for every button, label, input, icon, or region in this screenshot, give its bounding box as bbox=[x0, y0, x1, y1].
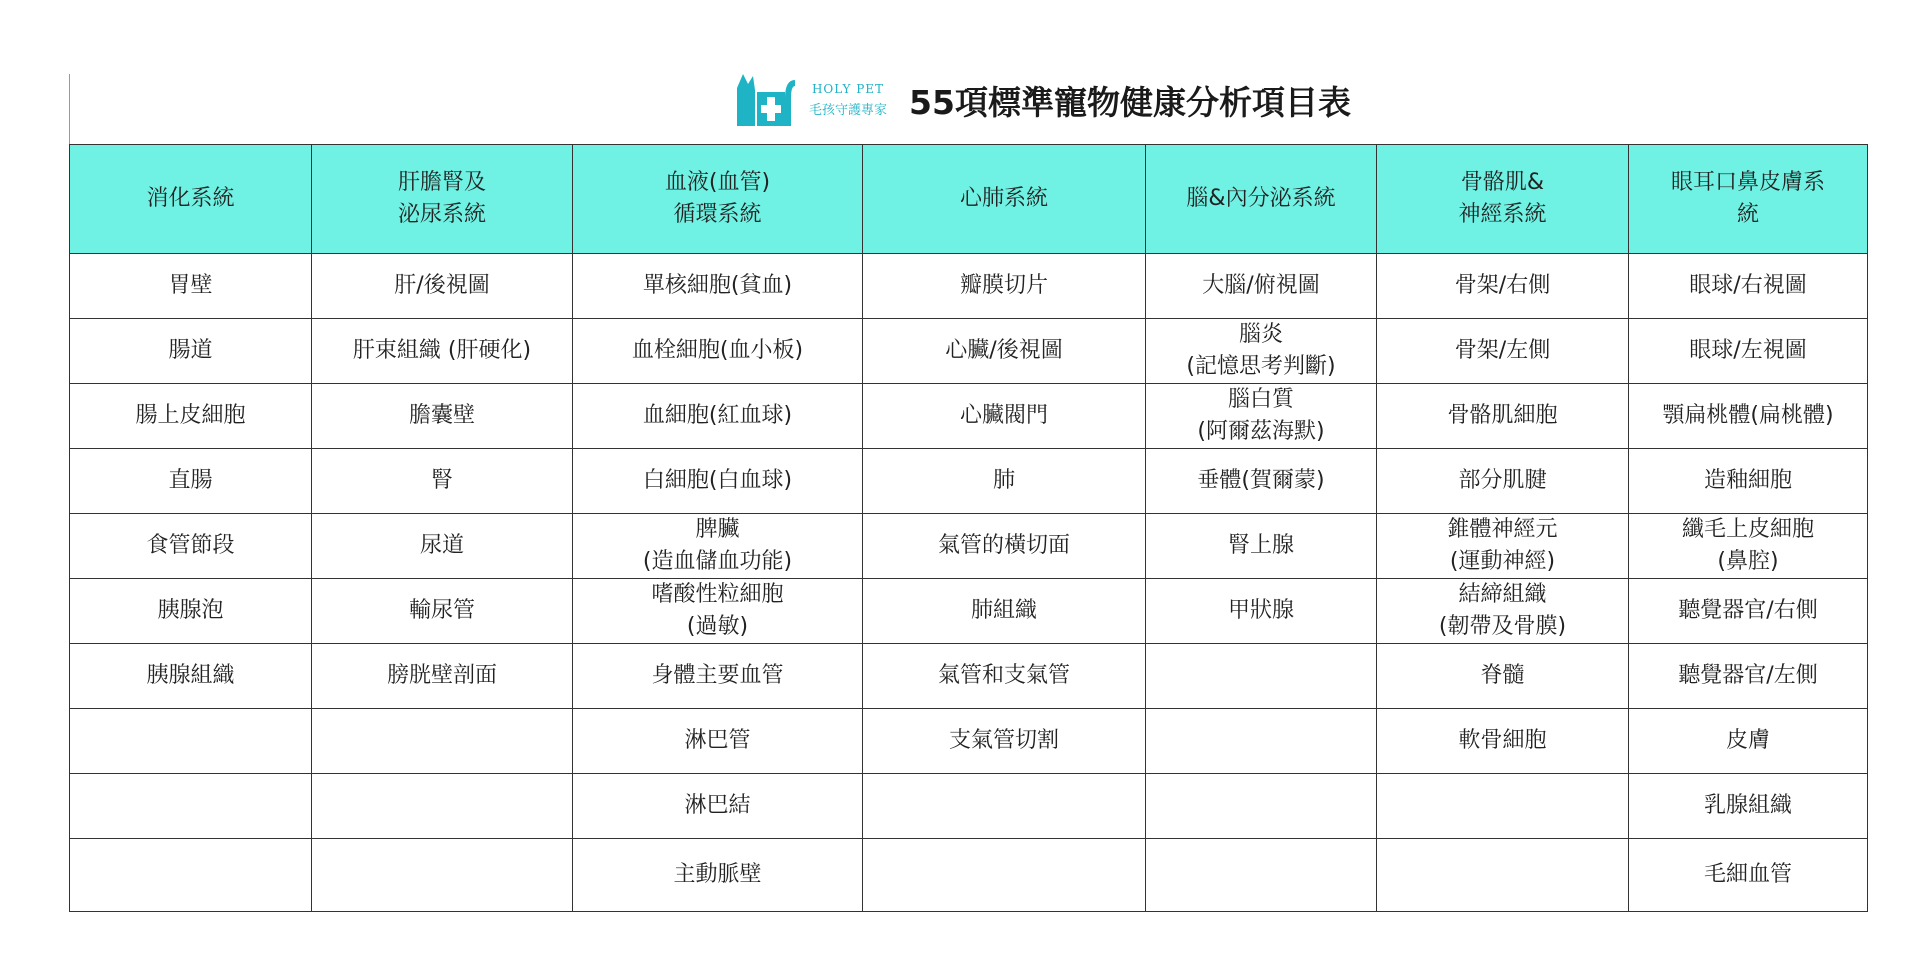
column-header: 消化系統 bbox=[70, 145, 312, 254]
table-row bbox=[70, 774, 1868, 839]
column-header: 眼耳口鼻皮膚系 統 bbox=[1629, 145, 1868, 254]
table-cell bbox=[1377, 839, 1629, 912]
table-cell: 纖毛上皮細胞 (鼻腔) bbox=[1629, 514, 1868, 579]
table-cell bbox=[1146, 644, 1377, 709]
table-row bbox=[70, 384, 1868, 449]
health-analysis-table bbox=[69, 144, 1868, 912]
table-cell: 骨架/右側 bbox=[1377, 254, 1629, 319]
table-cell: 輸尿管 bbox=[312, 579, 573, 644]
table-cell: 骨架/左側 bbox=[1377, 319, 1629, 384]
table-cell bbox=[312, 774, 573, 839]
table-cell: 淋巴管 bbox=[573, 709, 863, 774]
table-cell: 部分肌腱 bbox=[1377, 449, 1629, 514]
table-cell: 脊髓 bbox=[1377, 644, 1629, 709]
table-cell: 胰腺組織 bbox=[70, 644, 312, 709]
table-cell: 皮膚 bbox=[1629, 709, 1868, 774]
table-cell: 甲狀腺 bbox=[1146, 579, 1377, 644]
table-cell: 膽囊壁 bbox=[312, 384, 573, 449]
table-cell: 心臟/後視圖 bbox=[863, 319, 1146, 384]
table-cell bbox=[312, 839, 573, 912]
table-cell: 錐體神經元 (運動神經) bbox=[1377, 514, 1629, 579]
table-cell bbox=[863, 774, 1146, 839]
table-cell: 顎扁桃體(扁桃體) bbox=[1629, 384, 1868, 449]
brand-name: HOLY PET bbox=[811, 82, 885, 96]
table-cell: 腎 bbox=[312, 449, 573, 514]
left-margin-rule bbox=[69, 74, 70, 144]
table-cell: 軟骨細胞 bbox=[1377, 709, 1629, 774]
table-cell: 氣管和支氣管 bbox=[863, 644, 1146, 709]
table-cell: 毛細血管 bbox=[1629, 839, 1868, 912]
table-cell: 肝/後視圖 bbox=[312, 254, 573, 319]
table-cell: 支氣管切割 bbox=[863, 709, 1146, 774]
table-cell: 腦炎 (記憶思考判斷) bbox=[1146, 319, 1377, 384]
table-cell: 食管節段 bbox=[70, 514, 312, 579]
table-cell bbox=[312, 709, 573, 774]
table-cell: 淋巴結 bbox=[573, 774, 863, 839]
table-cell: 血栓細胞(血小板) bbox=[573, 319, 863, 384]
table-cell: 脾臟 (造血儲血功能) bbox=[573, 514, 863, 579]
table-cell: 乳腺組織 bbox=[1629, 774, 1868, 839]
table-cell: 骨骼肌細胞 bbox=[1377, 384, 1629, 449]
table-cell bbox=[1146, 839, 1377, 912]
table-cell bbox=[1146, 774, 1377, 839]
table-row bbox=[70, 514, 1868, 579]
table-cell bbox=[1377, 774, 1629, 839]
table-cell bbox=[70, 709, 312, 774]
table-cell: 單核細胞(貧血) bbox=[573, 254, 863, 319]
table-cell: 心臟閥門 bbox=[863, 384, 1146, 449]
column-header: 骨骼肌& 神經系統 bbox=[1377, 145, 1629, 254]
page-title: 55項標準寵物健康分析項目表 bbox=[909, 82, 1351, 122]
brand-tagline: 毛孩守護專家 bbox=[809, 103, 888, 118]
pet-logo-icon bbox=[735, 72, 799, 128]
table-cell: 氣管的橫切面 bbox=[863, 514, 1146, 579]
table-cell: 腸上皮細胞 bbox=[70, 384, 312, 449]
table-cell: 肝束組織 (肝硬化) bbox=[312, 319, 573, 384]
table-cell: 腸道 bbox=[70, 319, 312, 384]
table-cell: 瓣膜切片 bbox=[863, 254, 1146, 319]
table-body bbox=[70, 254, 1868, 912]
table-cell: 尿道 bbox=[312, 514, 573, 579]
column-header: 心肺系統 bbox=[863, 145, 1146, 254]
table-cell: 直腸 bbox=[70, 449, 312, 514]
table-cell: 聽覺器官/右側 bbox=[1629, 579, 1868, 644]
table-cell: 腦白質 (阿爾茲海默) bbox=[1146, 384, 1377, 449]
table-cell: 眼球/右視圖 bbox=[1629, 254, 1868, 319]
table-cell: 肺 bbox=[863, 449, 1146, 514]
table-cell bbox=[863, 839, 1146, 912]
table-cell: 垂體(賀爾蒙) bbox=[1146, 449, 1377, 514]
table-cell: 結締組織 (韌帶及骨膜) bbox=[1377, 579, 1629, 644]
table-cell: 血細胞(紅血球) bbox=[573, 384, 863, 449]
table-cell: 胰腺泡 bbox=[70, 579, 312, 644]
table-row bbox=[70, 579, 1868, 644]
table-cell: 聽覺器官/左側 bbox=[1629, 644, 1868, 709]
table-cell: 嗜酸性粒細胞 (過敏) bbox=[573, 579, 863, 644]
brand-logo bbox=[735, 72, 887, 128]
table-header bbox=[70, 145, 1868, 254]
header-row bbox=[70, 145, 1868, 254]
table-cell: 造釉細胞 bbox=[1629, 449, 1868, 514]
table-row bbox=[70, 449, 1868, 514]
column-header: 肝膽腎及 泌尿系統 bbox=[312, 145, 573, 254]
table-cell: 主動脈壁 bbox=[573, 839, 863, 912]
table-cell bbox=[70, 774, 312, 839]
table-cell: 肺組織 bbox=[863, 579, 1146, 644]
table-row bbox=[70, 319, 1868, 384]
table-row bbox=[70, 839, 1868, 912]
table-row bbox=[70, 709, 1868, 774]
page-header bbox=[735, 70, 1351, 130]
table-cell: 眼球/左視圖 bbox=[1629, 319, 1868, 384]
table-cell bbox=[1146, 709, 1377, 774]
table-cell: 腎上腺 bbox=[1146, 514, 1377, 579]
table-row bbox=[70, 644, 1868, 709]
table-cell: 胃壁 bbox=[70, 254, 312, 319]
table-row bbox=[70, 254, 1868, 319]
column-header: 腦&內分泌系統 bbox=[1146, 145, 1377, 254]
table-cell: 白細胞(白血球) bbox=[573, 449, 863, 514]
table-cell bbox=[70, 839, 312, 912]
table-cell: 大腦/俯視圖 bbox=[1146, 254, 1377, 319]
table-cell: 膀胱壁剖面 bbox=[312, 644, 573, 709]
table-cell: 身體主要血管 bbox=[573, 644, 863, 709]
column-header: 血液(血管) 循環系統 bbox=[573, 145, 863, 254]
